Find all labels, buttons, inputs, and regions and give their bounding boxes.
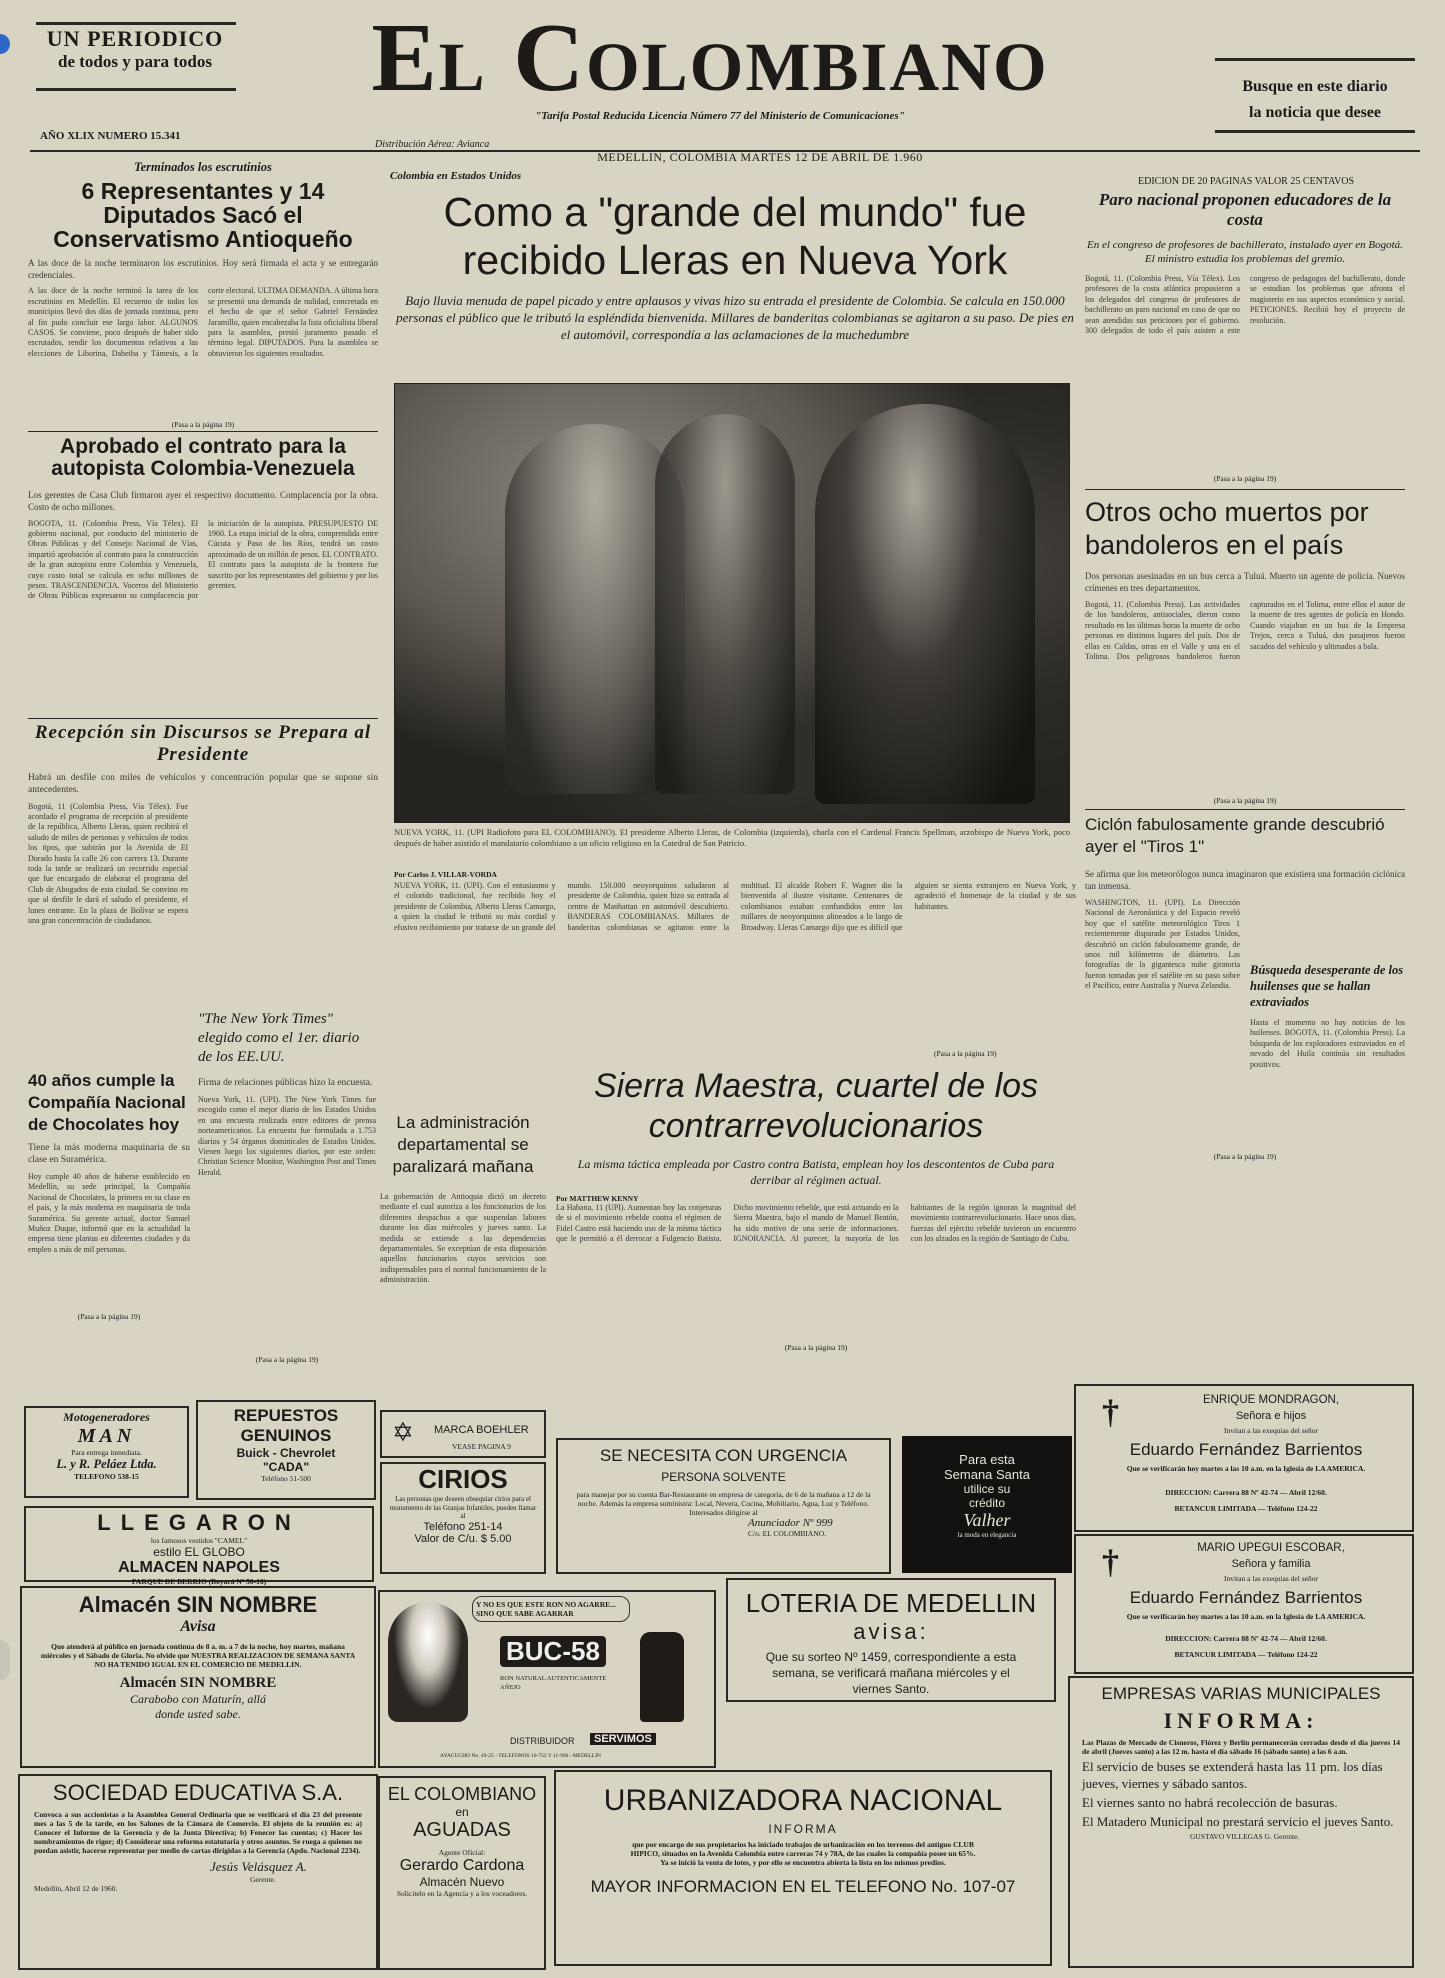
article-escrutinios-headline: 6 Representantes y 14 Diputados Sacó el Conservatismo Antioqueño [53, 178, 353, 253]
ad-cirios-price: Valor de C/u. $ 5.00 [414, 1532, 512, 1545]
obituary-2-funeral: BETANCUR LIMITADA — Teléfono 124-22 [1174, 1650, 1318, 1659]
article-ciclon-body: WASHINGTON, 11. (UPI). La Dirección Nacional de Aeronáutica y del Espacio reveló hoy que el satélite meteorológico Tiros 1 recientemente disparado por Estados Unidos, descubrió un ciclón fabulosamente grande, de unos mil kilómetros de diámetro. Las fotografías de la gigantesca nube giratoria fueron tomadas por el satélite en su paso sobre el Pacífico, entre Australia y Nueva Zelandia. [1085, 898, 1240, 991]
masthead-left-box [30, 26, 240, 72]
article-lleras-byline: Por Carlos J. VILLAR-VORDA [394, 870, 497, 879]
ad-sin-nombre-title: Almacén SIN NOMBRE [78, 1592, 318, 1617]
article-administracion-headline: La administración departamental se paralizará mañana [392, 1113, 534, 1176]
ad-evm-body1: Las Plazas de Mercado de Cisneros, Flórez y Berlín permanecerán cerradas desde el día jueves 14 de abril (Jueves santo) a las 12 m. hasta el día sábado 16 (sábado santo) a las 6 a.m. [1082, 1738, 1400, 1756]
ad-repuestos [196, 1400, 376, 1500]
article-escrutinios-body: A las doce de la noche terminó la tarea de los escrutinios en Medellín. El recuento de todos los municipios llevó dos días de jornada continua, pero al fin pudo concluir ese largo labor. ALGUNOS CASOS. Se conviene, poco después de haber sido escrutados, rendir los documentos relativos a las elecciones de Liborina, Dabeiba y Támesis, a la corte electoral. ULTIMA DEMANDA. A última hora se presentó una demanda de nulidad, concretada en el hecho de que el señor Gabriel Fernández Jaramillo, quien encabezaba la lista oficialista liberal para la asamblea, prestó juramento pasado el término legal. DIPUTADOS. Para la asamblea se obtuvieron los siguientes resultados. [28, 286, 378, 358]
article-chocolates-jump: (Pasa a la página 19) [77, 1312, 141, 1321]
bottle-icon [640, 1632, 684, 1722]
newspaper-title: El Colombiano [371, 4, 1049, 112]
ad-loteria-body: Que su sorteo Nº 1459, correspondiente a esta semana, se verificará mañana miércoles y el viernes Santo. [765, 1650, 1017, 1696]
obituary-1-detail: Que se verificarán hoy martes a las 10 a.m. en la Iglesia de LA AMERICA. [1126, 1464, 1366, 1473]
article-chocolates-headline: 40 años cumple la Compañía Nacional de Chocolates hoy [28, 1071, 186, 1134]
ad-urgencia-care: C/o. EL COLOMBIANO. [748, 1529, 827, 1538]
ad-aguadas-store: Almacén Nuevo [419, 1875, 505, 1889]
obituary-2-invite: Invitan a las exequias del señor [1224, 1574, 1318, 1583]
article-sierra-headline: Sierra Maestra, cuartel de los contrarrevolucionarios [593, 1067, 1039, 1145]
ad-urgencia [556, 1438, 891, 1574]
masthead-right-box [1212, 78, 1418, 122]
article-huilenses-body: Hasta el momento no hay noticias de los huilenses. BOGOTA, 11. (Colombia Press). La búsqueda de los exploradores extraviados en el nevado del Huila continúa sin resultados positivos. [1250, 1018, 1405, 1069]
article-ciclon-body-cont [1250, 898, 1405, 948]
ad-sociedad-role: Gerente. [250, 1875, 276, 1884]
obituary-1-deceased: Eduardo Fernández Barrientos [1129, 1440, 1363, 1459]
ad-evm-sign: GUSTAVO VILLEGAS G. Gerente. [1190, 1832, 1300, 1841]
dateline: MEDELLIN, COLOMBIA MARTES 12 DE ABRIL DE 1.960 [597, 150, 923, 164]
article-lleras-body: NUEVA YORK, 11. (UPI). Con el entusiasmo y el colorido tradicional, fue recibido hoy el presidente de Colombia, Alberto Lleras Camargo, a quien la ciudad le tributó su más cordial y efusivo recibimiento por tratarse de un grande del mundo. 150.000 neoyorquinos saludaron al presidente de Colombia, quien hizo su entrada al centro de Manhattan en automóvil descubierto. BANDERAS COLOMBIANAS. Millares de banderitas colombianas se agitaron entre la multitud. El alcalde Robert F. Wagner dio la bienvenida al ilustre visitante. Centenares de colombianos estaban confundidos entre los millares de neoyorquinos alineados a lo largo de Broadway. Lleras Camargo dijo que es difícil que alguien se sienta extranjero en Nueva York, y agradeció el homenaje de la ciudad y de sus habitantes. [394, 881, 1076, 932]
ad-llegaron-line1: los famosos vestidos "CAMEL" [150, 1536, 248, 1545]
obituary-1-name: ENRIQUE MONDRAGON, [1202, 1394, 1340, 1406]
article-escrutinios-deck: A las doce de la noche terminaron los escrutinios. Hoy será firmada el acta y se entregarán credenciales. [28, 258, 378, 281]
ad-buc58-dist-label: DISTRIBUIDOR [510, 1736, 575, 1746]
ad-valher-l3: utilice su [963, 1482, 1011, 1496]
article-sierra-byline: Por MATTHEW KENNY [556, 1194, 639, 1203]
ad-cirios-title: CIRIOS [418, 1464, 508, 1494]
ad-empresas-varias [1068, 1676, 1414, 1968]
ad-urbanizadora-body: que por encargo de sus propietarios ha iniciado trabajos de urbanización en los terrenos del antiguo CLUB HIPICO, situados en la Avenida Colombia entre carreras 74 y 78A, de las cuales la compañía posee un 65%. Ya se inició la venta de lotes, y por ello se encuentra abierta la lista en los mismos predios. [630, 1840, 976, 1867]
ad-repuestos-brands: Buick - Chevrolet [236, 1446, 336, 1460]
ad-aguadas-note: Solicitelo en la Agencia y a los voceadores. [396, 1889, 528, 1898]
ad-sociedad-body: Convoca a sus accionistas a la Asamblea General Ordinaria que se verificará el día 23 del presente mes a las 5 de la tarde, en los Salones de la Cámara de Comercio. El objeto de la reunión es: a) Conocer el Informe de la Gerencia y de la Junta Directiva; b) Fenecer las cuentas; c) Hacer los nombramientos de rigor; d) Considerar una reforma estatutaria y otros asuntos. Se ruega a quienes no puedan asistir, hacerse representar por medio de cartas dirigidas a la Gerencia (Apdo. Nacional 2234). [34, 1810, 362, 1855]
ad-valher-l4: crédito [968, 1496, 1006, 1510]
ad-urbanizadora-title: URBANIZADORA NACIONAL [603, 1784, 1003, 1817]
ad-motogeneradores [24, 1406, 189, 1498]
ad-aguadas [378, 1776, 546, 1970]
ad-sin-nombre-body: Que atenderá al público en jornada continua de 8 a. m. a 7 de la noche, hoy martes, mañana miércoles y el Sábado de Gloria. No olvide que NUESTRA REALIZACION DE SEMANA SANTA NO HA TENIDO IGUAL EN EL COMERCIO DE MEDELLIN. [40, 1642, 356, 1669]
ad-valher-brand: Valher [963, 1510, 1011, 1530]
article-nyt-deck: Firma de relaciones públicas hizo la encuesta. [198, 1078, 373, 1088]
ad-buc58-brand: BUC-58 [500, 1636, 606, 1667]
ad-aguadas-name: Gerardo Cardona [399, 1857, 525, 1874]
ad-repuestos-title: REPUESTOS GENUINOS [233, 1406, 339, 1445]
article-nyt [198, 1010, 376, 1364]
photo-figure-center [655, 414, 795, 794]
photo-lleras-spellman [394, 383, 1070, 823]
article-ciclon-jump: (Pasa a la página 19) [1213, 1152, 1277, 1161]
ad-sociedad-date: Medellín, Abril 12 de 1960. [34, 1884, 118, 1893]
article-paro-headline: Paro nacional proponen educadores de la costa [1098, 190, 1392, 229]
article-administracion-body: La gobernación de Antioquia dictó un decreto mediante el cual autoriza a los funcionarios de los diferentes despachos a que suspendan labores durante los días miércoles y jueves santo. La medida se extiende a las dependencias departamentales. Se exceptúan de esta disposición aquellos funcionarios cuyos servicios son indispensables para el normal funcionamiento de la administración. [380, 1192, 546, 1285]
binder-hole-bottom [0, 1640, 10, 1680]
obituary-2-deceased: Eduardo Fernández Barrientos [1129, 1588, 1363, 1607]
article-lleras-story [394, 870, 1076, 1058]
ad-llegaron-store: ALMACEN NAPOLES [118, 1559, 280, 1576]
ad-cirios-phone: Teléfono 251-14 [423, 1520, 503, 1533]
ad-llegaron [24, 1506, 374, 1586]
ad-valher-l2: Semana Santa [943, 1467, 1030, 1482]
masthead-tarifa: "Tarifa Postal Reducida Licencia Número 77 del Ministerio de Comunicaciones" [535, 110, 905, 122]
masthead-left-line1: UN PERIODICO [46, 26, 224, 51]
obituary-1-dir: DIRECCION: Carrera 88 Nº 42-74 — Abril 12/60. [1165, 1488, 1327, 1497]
article-paro-jump: (Pasa a la página 19) [1213, 474, 1277, 483]
ad-aguadas-role: Agente Oficial: [438, 1848, 486, 1857]
column-right [1085, 190, 1405, 1161]
obituary-2-detail: Que se verificarán hoy martes a las 10 a.m. en la Iglesia de LA AMERICA. [1126, 1612, 1366, 1621]
ad-boehler [380, 1410, 546, 1458]
obituary-2 [1074, 1534, 1414, 1674]
photo-caption: NUEVA YORK, 11. (UPI Radiofoto para EL COLOMBIANO). El presidente Alberto Lleras, de Colombia (izquierda), charla con el Cardenal Francis Spellman, arzobispo de Nueva York, poco después de haber asistido el mandatario colombiano a un oficio religioso en la Catedral de San Patricio. [394, 827, 1070, 848]
ad-sin-nombre-sub: Avisa [180, 1618, 216, 1635]
article-autopista-headline: Aprobado el contrato para la autopista Colombia-Venezuela [51, 435, 355, 481]
ad-urgencia-title: SE NECESITA CON URGENCIA [599, 1446, 848, 1465]
article-chocolates-deck: Tiene la más moderna maquinaria de su clase en Suramérica. [28, 1143, 190, 1165]
ad-valher-l1: Para esta [959, 1452, 1015, 1467]
article-sierra-deck: La misma táctica empleada por Castro contra Batista, emplean hoy los descontentos de Cuba para derribar al régimen actual. [577, 1157, 1055, 1187]
article-lleras-deck: Bajo lluvia menuda de papel picado y entre aplausos y vivas hizo su entrada el presidente de Colombia. Se calcula en 150.000 personas el público que le tributó la espléndida bienvenida. Millares de banderitas colombianas se agitaron a su paso. De pies en el automóvil, correspondía a las aclamaciones de la muchedumbre [396, 293, 1074, 342]
article-sierra [556, 1066, 1076, 1352]
ad-motogeneradores-dealer: L. y R. Peláez Ltda. [56, 1457, 157, 1471]
distribution-note: Distribución Aérea: Avianca [375, 139, 490, 150]
ad-sin-nombre-addr1: Carabobo con Maturín, allá [129, 1692, 266, 1706]
star-icon: ✡ [392, 1418, 414, 1447]
masthead-right-line1: Busque en este diario [1242, 78, 1388, 95]
photo-figure-right [815, 404, 1035, 804]
article-recepcion-headline: Recepción sin Discursos se Prepara al Presidente [34, 721, 372, 765]
mascot-illustration [388, 1602, 468, 1722]
issue-number: AÑO XLIX NUMERO 15.341 [40, 130, 181, 142]
masthead-right-line2: la noticia que desee [1249, 104, 1381, 121]
ad-sin-nombre-addr2: donde usted sabe. [155, 1707, 241, 1721]
ad-motogeneradores-brand: MAN [77, 1425, 136, 1447]
article-escrutinios-kicker: Terminados los escrutinios [134, 160, 272, 174]
ad-aguadas-t2: en [455, 1805, 469, 1819]
ad-sociedad-educativa [18, 1774, 378, 1970]
ad-buc58-dist-addr: AYACUCHO No. 49-25 - TELEFONOS 16-752 Y 11-960 - MEDELLIN [440, 1753, 602, 1759]
ad-boehler-ref: VEASE PAGINA 9 [452, 1442, 511, 1451]
ad-urbanizadora-sub: INFORMA [768, 1822, 838, 1836]
article-paro-deck: En el congreso de profesores de bachillerato, instalado ayer en Bogotá. El ministro estudia los problemas del gremio. [1087, 239, 1403, 265]
ad-motogeneradores-title: Motogeneradores [63, 1410, 150, 1424]
ad-buc58-bubble: Y NO ES QUE ESTE RON NO AGARRE... SINO QUE SABE AGARRAR [472, 1596, 630, 1622]
article-sierra-body: La Habana, 11 (UPI). Aumentan hoy las conjeturas de si el movimiento rebelde contra el régimen de Fidel Castro está haciendo uso de la misma táctica que le permitió a él derrocar a Fulgencio Batista. Dicho movimiento rebelde, que está actuando en la Sierra Maestra, bajo el mando de Manuel Beatón, ha sido motivo de una serie de informaciones. IGNORANCIA. Al parecer, la mayoría de los habitantes de la región ignoran la magnitud del movimiento contrarrevolucionario. Hace unos días, fuerzas del ejército rebelde tuvieron un encuentro con los alzados en la región de Santiago de Cuba. [556, 1203, 1076, 1244]
ad-llegaron-address: PARQUE DE BERRIO (Boyacá Nº 50-16) [131, 1577, 267, 1586]
cross-icon: † [1102, 1394, 1119, 1431]
masthead-left-line2: de todos y para todos [58, 52, 212, 71]
ad-evm-body2: El servicio de buses se extenderá hasta las 11 pm. los días jueves, viernes y sábado santos. [1082, 1759, 1383, 1791]
article-autopista-deck: Los gerentes de Casa Club firmaron ayer el respectivo documento. Complacencia por la obra. Costo de ocho millones. [28, 489, 378, 512]
article-paro-body: Bogotá, 11. (Colombia Press, Vía Télex). Los profesores de la costa atlántica propusieron a los delegados del congreso de profesores de bachillerato un paro nacional en caso de que no sean atendidas sus peticiones por el gobierno. 300 delegados de todo el país asisten a este congreso de pedagogos del bachillerato, donde se estudian los problemas que afronta el magisterio en sus aspectos económico y social. PETICIONES. Recibió hoy el proyecto de resolución. [1085, 274, 1405, 336]
ad-motogeneradores-line: Para entrega inmediata. [71, 1448, 142, 1457]
ad-evm-body4: El Matadero Municipal no prestará servicio el jueves Santo. [1082, 1814, 1394, 1829]
article-autopista-body: BOGOTA, 11. (Colombia Press, Vía Télex). El gobierno nacional, por conducto del ministerio de Obras Públicas y del Consejo Nacional de Vías, impartió aprobación al contrato para la construcción de la gran autopista entre Colombia y Venezuela, cuyo costo total se calcula en ocho millones de pesos. TRASCENDENCIA. Voceros del Ministerio de Obras Públicas expresaron su complacencia por la iniciación de la autopista. PRESUPUESTO DE 1960. La etapa inicial de la obra, comprendida entre Cúcuta y Paso de los Ríos, tendrá un costo aproximado de un millón de pesos. EL CONTRATO. El contrato para la autopista de la frontera fue suscrito por los representantes del gobierno y por los gerentes. [28, 518, 378, 601]
article-bandoleros-headline: Otros ocho muertos por bandoleros en el país [1085, 497, 1369, 560]
ad-evm-sub: INFORMA: [1163, 1708, 1319, 1733]
article-lleras-jump: (Pasa a la página 19) [934, 1049, 997, 1058]
ad-loteria-title: LOTERIA DE MEDELLIN [745, 1588, 1037, 1618]
ad-aguadas-t1: EL COLOMBIANO [387, 1784, 537, 1804]
ad-cirios [380, 1462, 546, 1574]
ad-buc58 [378, 1590, 716, 1768]
article-bandoleros-jump: (Pasa a la página 19) [1213, 796, 1277, 805]
cross-icon: † [1102, 1544, 1119, 1581]
ad-llegaron-title: LLEGARON [97, 1510, 301, 1535]
ad-buc58-dist: SERVIMOS [590, 1733, 656, 1745]
ad-loteria-sub: avisa: [853, 1619, 929, 1644]
article-escrutinios-jump: (Pasa a la página 19) [171, 420, 235, 430]
article-sierra-jump: (Pasa a la página 19) [784, 1343, 848, 1352]
obituary-2-family: Señora y familia [1231, 1558, 1311, 1570]
edition-info: EDICION DE 20 PAGINAS VALOR 25 CENTAVOS [1138, 176, 1355, 187]
article-bandoleros-body: Bogotá, 11. (Colombia Press). Las actividades de los bandoleros, antisociales, dieron como resultado en las últimas horas la muerte de ocho personas en distintos lugares del país. Dos de ellas en Caldas, otras en el Valle y una en el Tolima. Dos peligrosos bandoleros fueron capturados en el Tolima, entre ellos el autor de la muerte de tres agentes de policía en Hondo. Cuando viajaban en un bus de la Empresa Trejos, cerca a Tuluá, dos pasajeros fueron sacados del vehículo y ultimados a bala. [1085, 600, 1405, 662]
article-nyt-jump: (Pasa a la página 19) [255, 1355, 319, 1364]
article-ciclon-deck: Se afirma que los meteorólogos nunca imaginaron que existiera una formación ciclónica tan inmensa. [1085, 869, 1405, 891]
ad-llegaron-line2: estilo EL GLOBO [153, 1545, 245, 1559]
ad-buc58-sub: RON NATURAL AUTENTICAMENTE AÑEJO [500, 1675, 607, 1691]
article-recepcion-deck: Habrá un desfile con miles de vehículos y concentración popular que se supone sin antecedentes. [28, 772, 378, 795]
obituary-1-invite: Invitan a las exequias del señor [1224, 1426, 1318, 1435]
article-lleras-headline: Como a "grande del mundo" fue recibido Lleras en Nueva York [443, 189, 1027, 283]
article-chocolates [28, 1070, 190, 1321]
obituary-1-family: Señora e hijos [1235, 1410, 1307, 1422]
ad-urgencia-sign: Anunciador Nº 999 [748, 1517, 833, 1529]
article-recepcion-body: Bogotá, 11 (Colombia Press, Vía Télex). Fue acordado el programa de recepción al presidente de la república, Alberto Lleras, quien recibirá el saludo de miles de personas y vehículos de todos los tipos, que subirán por la Avenida de El Dorado hasta la calle 26 con carrera 13. Durante toda la tarde se realizará un recorrido especial que fue encargado de elaborar el programa del Club de Abogados de esta ciudad. Se convino en que al desfile le dará el saludo el presidente, el lunes entrante. En la plaza de Bolívar se espera una gran concentración de ciudadanos. [28, 801, 188, 925]
article-ciclon-headline: Ciclón fabulosamente grande descubrió ayer el "Tiros 1" [1085, 815, 1385, 856]
ad-aguadas-t3: AGUADAS [413, 1819, 511, 1841]
ad-valher-tag: la moda en elegancia [957, 1531, 1017, 1539]
obituary-1-funeral: BETANCUR LIMITADA — Teléfono 124-22 [1174, 1504, 1318, 1513]
ad-repuestos-name: "CADA" [262, 1460, 310, 1474]
ad-urgencia-sub: PERSONA SOLVENTE [661, 1470, 786, 1484]
ad-evm-title: EMPRESAS VARIAS MUNICIPALES [1101, 1684, 1381, 1703]
obituary-2-dir: DIRECCION: Carrera 88 Nº 42-74 — Abril 12/60. [1165, 1634, 1327, 1643]
article-nyt-headline: "The New York Times" elegido como el 1er. diario de los EE.UU. [198, 1011, 360, 1065]
ad-urgencia-body: para manejar por su cuenta Bar-Restaurante en empresa de categoría, de 6 de la mañana a 12 de la noche. Además la empresa suministra: Local, Nevera, Cocina, Mobiliario, Agua, Luz y Teléfono. Interesados dirigirse al [576, 1490, 871, 1517]
ad-motogeneradores-phone: TELEFONO 538-15 [74, 1472, 139, 1481]
article-chocolates-body: Hoy cumple 40 años de haberse establecido en Medellín, su sede principal, la Compañía Nacional de Chocolates, la primera en su clase en el país, y la más moderna en maquinaria de toda Suramérica. Su gerente actual, doctor Samuel Muñoz Duque, informó que en la actualidad la empresa tiene plantas en diferentes ciudades y da empleo a más de mil personas. [28, 1172, 190, 1254]
ad-sociedad-title: SOCIEDAD EDUCATIVA S.A. [52, 1780, 344, 1805]
ad-urbanizadora-phone: MAYOR INFORMACION EN EL TELEFONO No. 107-07 [590, 1877, 1016, 1896]
article-lleras [390, 170, 1080, 343]
obituary-1 [1074, 1384, 1414, 1532]
ad-loteria [726, 1578, 1056, 1702]
ad-evm-body3: El viernes santo no habrá recolección de basuras. [1082, 1795, 1338, 1810]
ad-urbanizadora [554, 1770, 1052, 1966]
article-lleras-kicker: Colombia en Estados Unidos [390, 170, 522, 182]
ad-repuestos-phone: Teléfono 51-500 [261, 1474, 311, 1483]
obituary-2-name: MARIO UPEGUI ESCOBAR, [1197, 1542, 1345, 1554]
ad-valher [902, 1436, 1072, 1573]
masthead [0, 0, 1445, 187]
article-huilenses-headline: Búsqueda desesperante de los huilenses que se hallan extraviados [1250, 963, 1404, 1009]
ad-sociedad-sign: Jesús Velásquez A. [210, 1859, 307, 1874]
ad-boehler-brand: MARCA BOEHLER [434, 1424, 529, 1436]
ad-sin-nombre [20, 1586, 376, 1768]
article-bandoleros-deck: Dos personas asesinadas en un bus cerca a Tuluá. Muerto un agente de policía. Nuevos crímenes en tres departamentos. [1085, 571, 1405, 593]
ad-cirios-body: Las personas que deseen obsequiar cirios para el monumento de las Granjas Infantiles, pueden llamar al [389, 1495, 537, 1520]
ad-sin-nombre-name: Almacén SIN NOMBRE [119, 1675, 277, 1691]
article-nyt-body: Nueva York, 11. (UPI). The New York Times fue escogido como el mejor diario de los Estados Unidos en una encuesta realizada entre editores de prensa norteamericanos. La encuesta fue formulada a 1.753 diarios y 54 órganos dominicales de Estados Unidos. Vienen luego los siguientes diarios, por este orden: Christian Science Monitor, Washington Post and Times Herald. [198, 1095, 376, 1177]
